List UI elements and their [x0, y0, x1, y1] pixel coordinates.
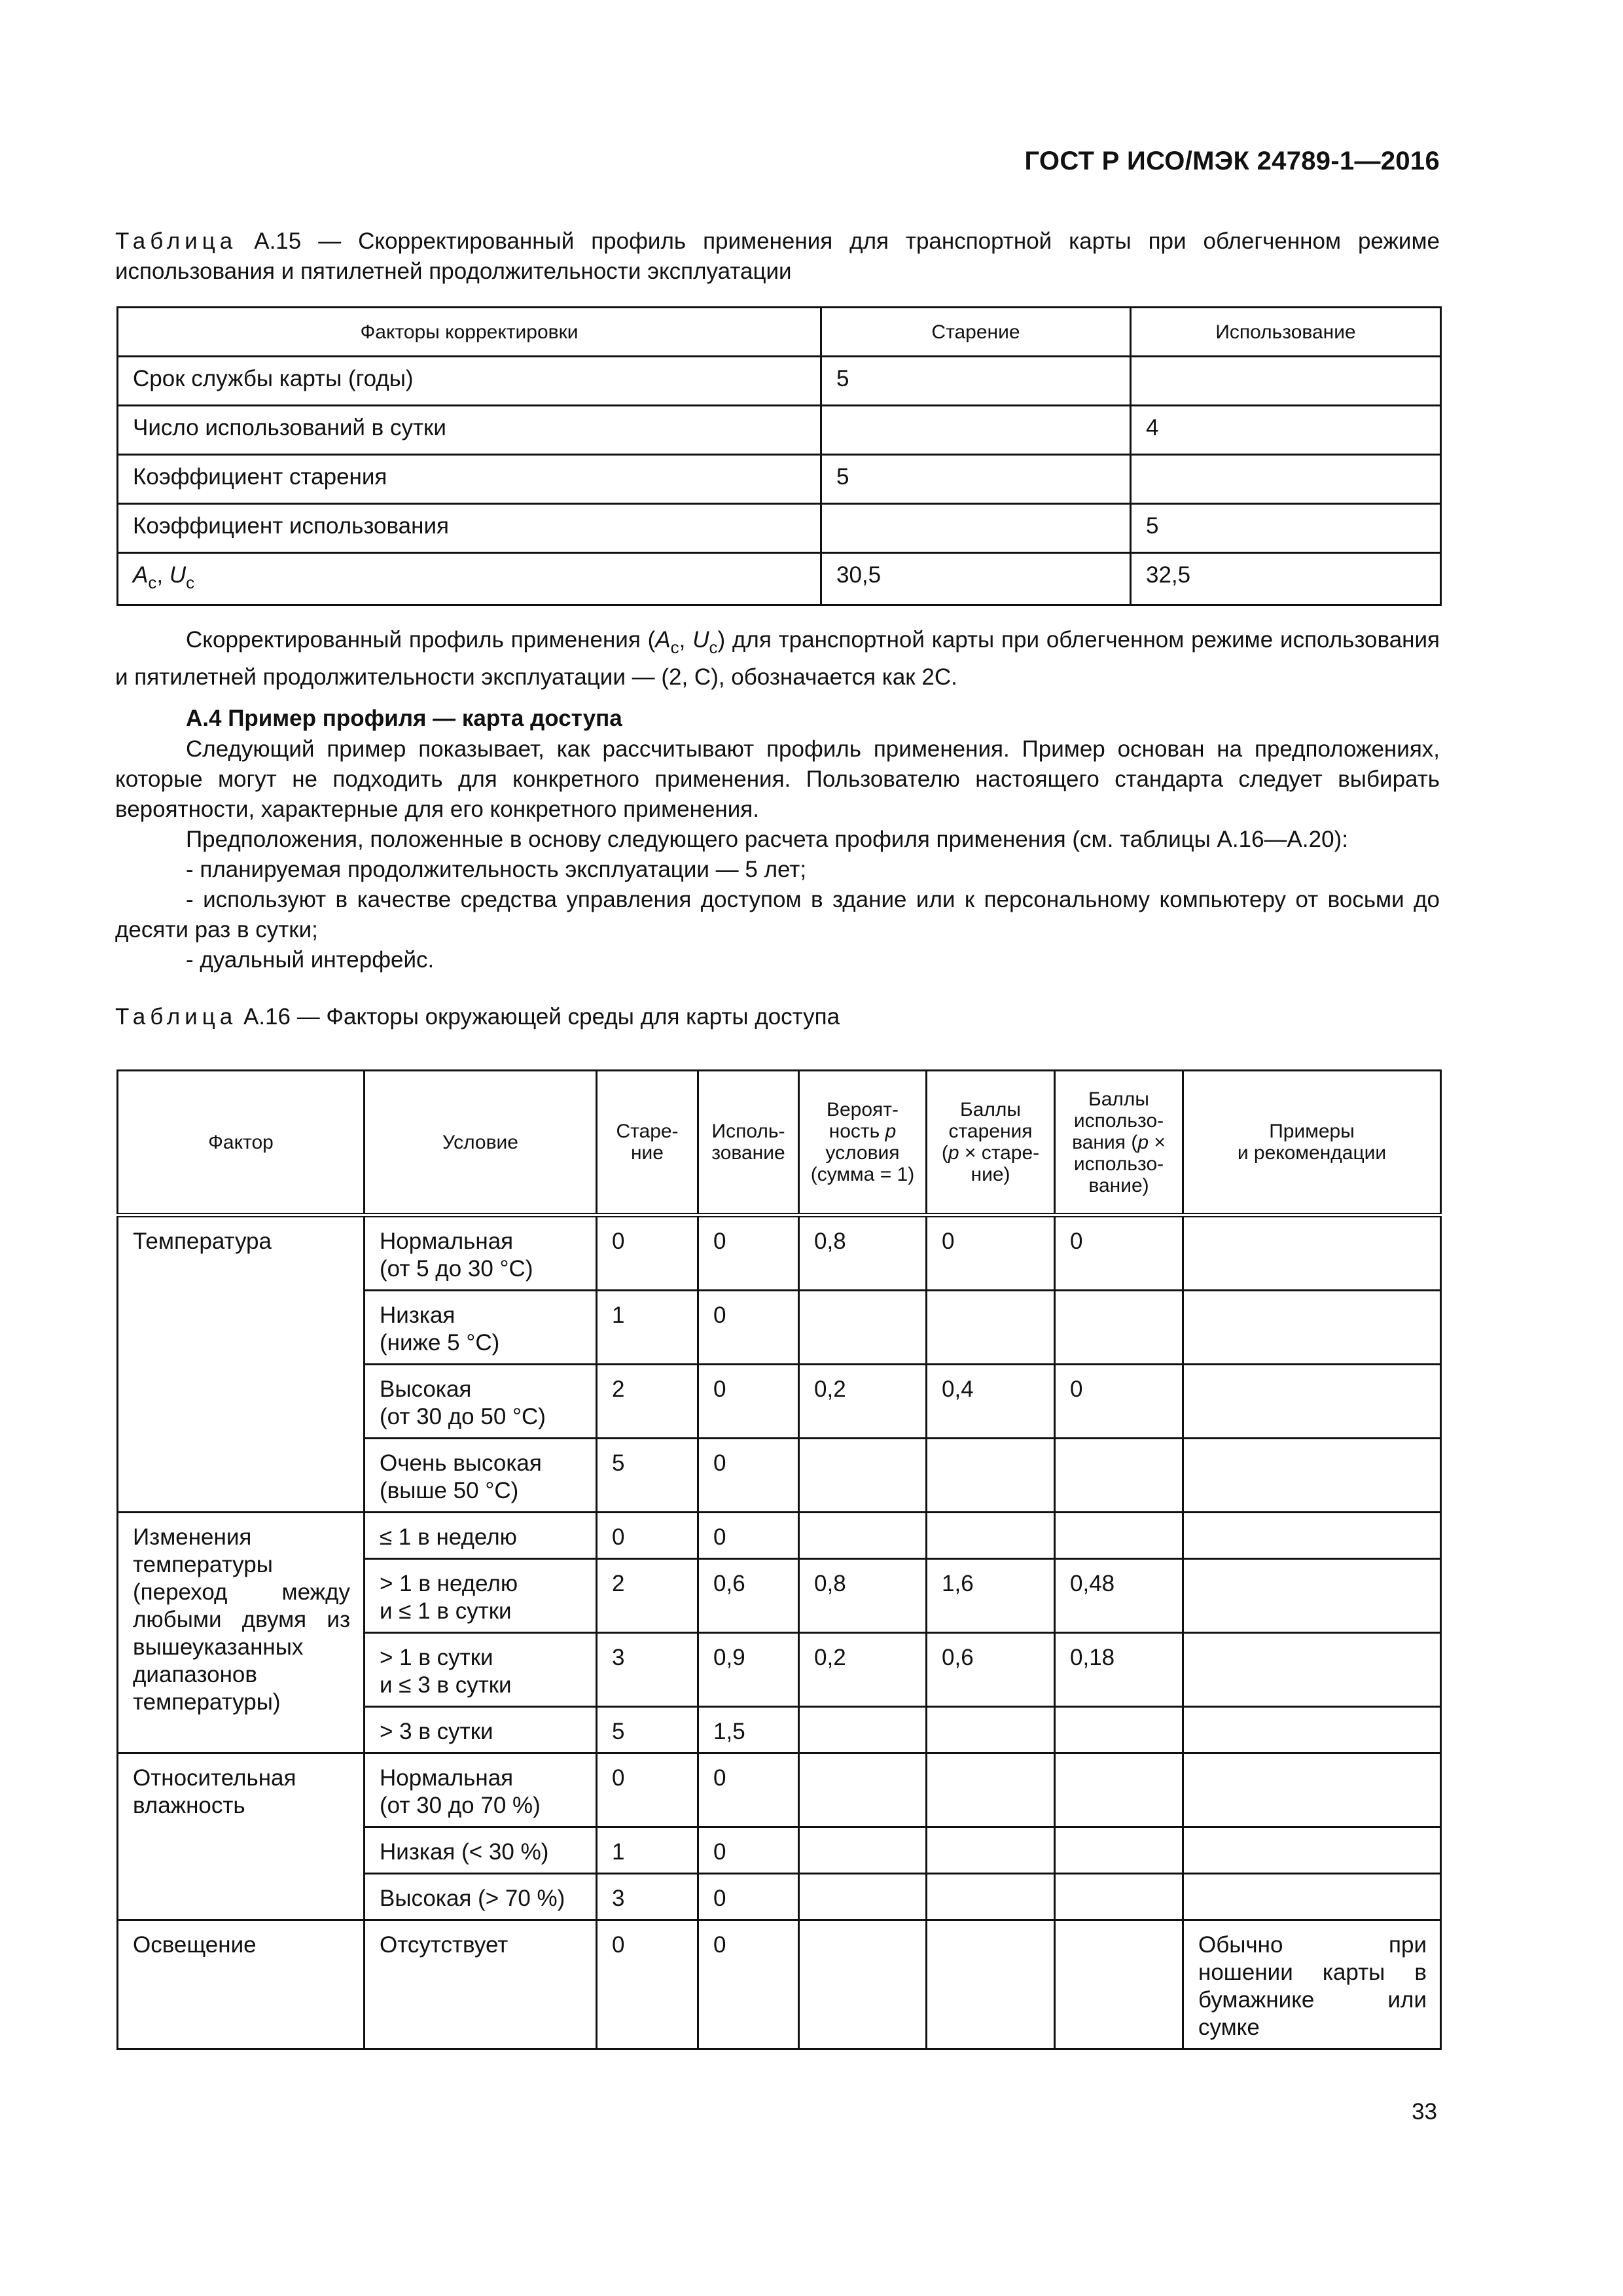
- table16-row: [118, 1215, 1441, 1291]
- usage-score-cell: 0: [1055, 1215, 1183, 1291]
- header-examples: Примеры и рекомендации: [1183, 1071, 1441, 1215]
- example-cell: [1183, 1513, 1441, 1559]
- usage-cell: 0: [698, 1215, 799, 1291]
- table15-row: [118, 406, 1441, 455]
- condition-cell: > 3 в сутки: [365, 1707, 597, 1753]
- table15-cell: 5: [1131, 504, 1441, 553]
- assumption-item: - используют в качестве средства управления доступом в здание или к персональному компьютеру от восьми до десяти раз в сутки;: [115, 887, 1440, 942]
- usage-score-cell: [1055, 1874, 1183, 1920]
- aging-score-cell: 0,6: [927, 1633, 1055, 1707]
- example-cell: [1183, 1439, 1441, 1513]
- usage-score-cell: [1055, 1439, 1183, 1513]
- factor-cell: Температура: [118, 1215, 365, 1513]
- aging-cell: 3: [597, 1633, 698, 1707]
- usage-score-cell: 0,48: [1055, 1559, 1183, 1633]
- condition-cell: Нормальная (от 30 до 70 %): [365, 1753, 597, 1827]
- table15-header: Использование: [1131, 308, 1441, 357]
- condition-cell: > 1 в сутки и ≤ 3 в сутки: [365, 1633, 597, 1707]
- usage-score-cell: [1055, 1291, 1183, 1365]
- table15-header: Факторы корректировки: [118, 308, 821, 357]
- aging-score-cell: 1,6: [927, 1559, 1055, 1633]
- example-cell: [1183, 1707, 1441, 1753]
- aging-cell: 0: [597, 1215, 698, 1291]
- factor-cell: Относительная влажность: [118, 1753, 365, 1920]
- prob-cell: 0,8: [799, 1215, 927, 1291]
- usage-score-cell: 0: [1055, 1365, 1183, 1439]
- table15-cell: Число использований в сутки: [118, 406, 821, 455]
- table15-label: Таблица: [115, 228, 238, 254]
- header-usage: Исполь- зование: [698, 1071, 799, 1215]
- aging-cell: 2: [597, 1365, 698, 1439]
- usage-score-cell: [1055, 1707, 1183, 1753]
- table15-cell: Срок службы карты (годы): [118, 357, 821, 406]
- aging-cell: 0: [597, 1920, 698, 2049]
- table15-caption: [115, 226, 1440, 287]
- example-cell: [1183, 1633, 1441, 1707]
- prob-cell: [799, 1753, 927, 1827]
- usage-cell: 1,5: [698, 1707, 799, 1753]
- factor-cell: Освещение: [118, 1920, 365, 2049]
- table15-cell: 4: [1131, 406, 1441, 455]
- condition-cell: Высокая (> 70 %): [365, 1874, 597, 1920]
- table15-header: Старение: [821, 308, 1131, 357]
- example-cell: [1183, 1559, 1441, 1633]
- assumption-item: - планируемая продолжительность эксплуатации — 5 лет;: [186, 857, 807, 882]
- condition-cell: Низкая (ниже 5 °С): [365, 1291, 597, 1365]
- aging-score-cell: [927, 1920, 1055, 2049]
- example-cell: [1183, 1365, 1441, 1439]
- example-cell: [1183, 1753, 1441, 1827]
- condition-cell: Низкая (< 30 %): [365, 1827, 597, 1874]
- prob-cell: 0,2: [799, 1633, 927, 1707]
- table15-cell: 30,5: [821, 553, 1131, 605]
- usage-score-cell: [1055, 1513, 1183, 1559]
- table16-caption: [115, 1002, 1440, 1032]
- example-cell: [1183, 1874, 1441, 1920]
- aging-score-cell: 0,4: [927, 1365, 1055, 1439]
- table15-cell: [821, 406, 1131, 455]
- prob-cell: [799, 1920, 927, 2049]
- usage-score-cell: [1055, 1753, 1183, 1827]
- aging-score-cell: [927, 1707, 1055, 1753]
- table16-row: [118, 1920, 1441, 2049]
- table15-cell: Коэффициент использования: [118, 504, 821, 553]
- header-factor: Фактор: [118, 1071, 365, 1215]
- prob-cell: 0,2: [799, 1365, 927, 1439]
- aging-cell: 3: [597, 1874, 698, 1920]
- header-usage-score: Баллы использо- вания (p × использо- вание): [1055, 1071, 1183, 1215]
- table16-caption-text: А.16 — Факторы окружающей среды для карты доступа: [243, 1004, 840, 1030]
- page-number: 33: [1412, 2099, 1437, 2125]
- prob-cell: [799, 1439, 927, 1513]
- table16-row: [118, 1513, 1441, 1559]
- table16-row: [118, 1753, 1441, 1827]
- table15-cell: Коэффициент старения: [118, 455, 821, 504]
- aging-score-cell: [927, 1439, 1055, 1513]
- aging-score-cell: [927, 1874, 1055, 1920]
- usage-score-cell: [1055, 1827, 1183, 1874]
- prob-cell: [799, 1874, 927, 1920]
- usage-score-cell: 0,18: [1055, 1633, 1183, 1707]
- prob-cell: [799, 1291, 927, 1365]
- usage-cell: 0: [698, 1753, 799, 1827]
- aging-score-cell: 0: [927, 1215, 1055, 1291]
- table15-row: [118, 504, 1441, 553]
- aging-score-cell: [927, 1827, 1055, 1874]
- aging-cell: 2: [597, 1559, 698, 1633]
- section-heading: А.4 Пример профиля — карта доступа: [186, 706, 622, 731]
- table15-cell: 5: [821, 455, 1131, 504]
- table15-header-row: [118, 308, 1441, 357]
- condition-cell: ≤ 1 в неделю: [365, 1513, 597, 1559]
- aging-cell: 1: [597, 1827, 698, 1874]
- condition-cell: Очень высокая (выше 50 °С): [365, 1439, 597, 1513]
- aging-cell: 0: [597, 1513, 698, 1559]
- table15-cell: [1131, 455, 1441, 504]
- aging-cell: 5: [597, 1439, 698, 1513]
- section-paragraph-2: Предположения, положенные в основу следующего расчета профиля применения (см. таблицы А.16—А.20):: [186, 827, 1348, 852]
- example-cell: [1183, 1291, 1441, 1365]
- prob-cell: [799, 1827, 927, 1874]
- prob-cell: 0,8: [799, 1559, 927, 1633]
- aging-score-cell: [927, 1513, 1055, 1559]
- usage-cell: 0: [698, 1920, 799, 2049]
- usage-cell: 0: [698, 1874, 799, 1920]
- usage-score-cell: [1055, 1920, 1183, 2049]
- table-a16: [116, 1069, 1442, 2050]
- aging-score-cell: [927, 1291, 1055, 1365]
- condition-cell: Нормальная (от 5 до 30 °С): [365, 1215, 597, 1291]
- usage-cell: 0: [698, 1827, 799, 1874]
- usage-cell: 0: [698, 1513, 799, 1559]
- table15-cell: 32,5: [1131, 553, 1441, 605]
- condition-cell: Отсутствует: [365, 1920, 597, 2049]
- usage-cell: 0,6: [698, 1559, 799, 1633]
- prob-cell: [799, 1707, 927, 1753]
- section-paragraph-1: Следующий пример показывает, как рассчитывают профиль применения. Пример основан на предположениях, которые могут не подходить для конкретного применения. Пользователю настоящего стандарта следует выбирать вероятности, характерные для его конкретного применения.: [115, 736, 1440, 822]
- table15-cell: $A_c$, $U_c$: [118, 553, 821, 605]
- header-probability: Вероят- ность p условия (сумма = 1): [799, 1071, 927, 1215]
- table15-cell: [1131, 357, 1441, 406]
- header-aging-score: Баллы старения (p × старе- ние): [927, 1071, 1055, 1215]
- standard-header: ГОСТ Р ИСО/МЭК 24789-1—2016: [1024, 147, 1440, 175]
- condition-cell: > 1 в неделю и ≤ 1 в сутки: [365, 1559, 597, 1633]
- assumption-item: - дуальный интерфейс.: [186, 947, 435, 973]
- usage-cell: 0: [698, 1291, 799, 1365]
- aging-cell: 0: [597, 1753, 698, 1827]
- usage-cell: 0,9: [698, 1633, 799, 1707]
- example-cell: Обычно при ношении карты в бумажнике или сумке: [1183, 1920, 1441, 2049]
- table16-label: Таблица: [115, 1004, 238, 1030]
- example-cell: [1183, 1215, 1441, 1291]
- factor-cell: Изменения температуры (переход между любыми двумя из вышеуказанных диапазонов температуры): [118, 1513, 365, 1753]
- table15-row: [118, 455, 1441, 504]
- usage-cell: 0: [698, 1365, 799, 1439]
- header-aging: Старе- ние: [597, 1071, 698, 1215]
- prob-cell: [799, 1513, 927, 1559]
- aging-cell: 5: [597, 1707, 698, 1753]
- table15-cell: [821, 504, 1131, 553]
- aging-score-cell: [927, 1753, 1055, 1827]
- table15-row: [118, 553, 1441, 605]
- header-condition: Условие: [365, 1071, 597, 1215]
- aging-cell: 1: [597, 1291, 698, 1365]
- usage-cell: 0: [698, 1439, 799, 1513]
- table16-header-row: [118, 1071, 1441, 1215]
- table15-row: [118, 357, 1441, 406]
- table15-cell: 5: [821, 357, 1131, 406]
- table-a15: [116, 306, 1442, 606]
- example-cell: [1183, 1827, 1441, 1874]
- corrected-profile-paragraph: Скорректированный профиль применения ($A_c$, $U_c$) для транспортной карты при облегченном режиме использования и пятилетней продолжительности эксплуатации — (2, С), обозначается как 2С.: [115, 627, 1440, 690]
- table15-caption-text: А.15 — Скорректированный профиль применения для транспортной карты при облегченном режиме использования и пятилетней продолжительности эксплуатации: [115, 228, 1440, 284]
- condition-cell: Высокая (от 30 до 50 °С): [365, 1365, 597, 1439]
